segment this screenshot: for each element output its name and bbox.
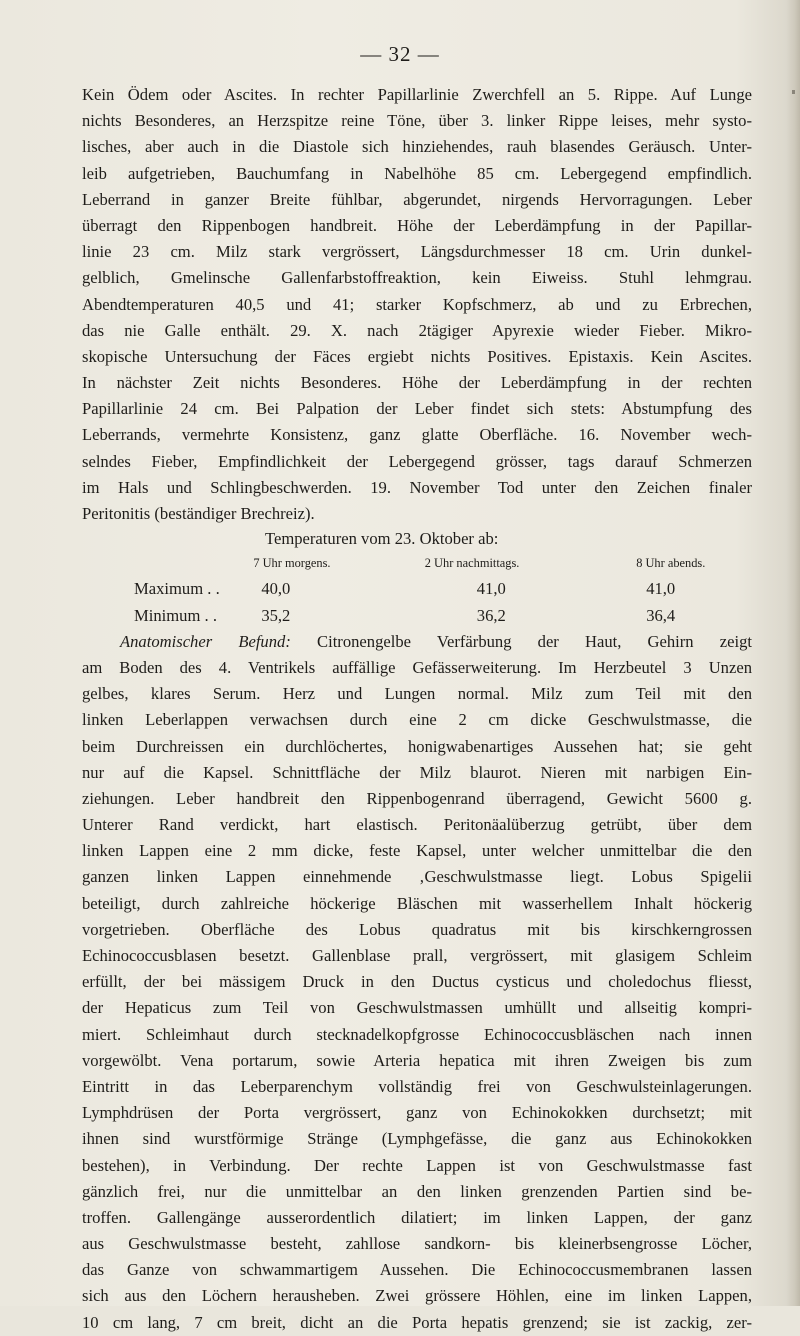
column-header-afternoon: 2 Uhr nachmittags.	[424, 556, 520, 571]
finding-line: gänzlich frei, nur die unmittelbar an den linken grenzenden Partien sind be-	[82, 1181, 752, 1201]
text-line: Leberrands, vermehrte Konsistenz, ganz glatte Oberfläche. 16. November wech-	[82, 425, 752, 445]
finding-line: nur auf die Kapsel. Schnittfläche der Milz blaurot. Nieren mit narbigen Ein-	[82, 762, 752, 782]
text-line: skopische Untersuchung der Fäces ergiebt nichts Positives. Epistaxis. Kein Ascites.	[82, 346, 752, 366]
finding-line: Unterer Rand verdickt, hart elastisch. Peritonäalüberzug getrübt, über dem	[82, 815, 752, 835]
row-label-minimum: Minimum . .	[134, 605, 217, 625]
finding-line: vorgetrieben. Oberfläche des Lobus quadratus mit bis kirschkerngrossen	[82, 919, 752, 939]
text-line: In nächster Zeit nichts Besonderes. Höhe der Leberdämpfung in der rechten	[82, 373, 752, 393]
value-min-afternoon: 36,2	[476, 605, 506, 625]
text-line: das nie Galle enthält. 29. X. nach 2tägiger Apyrexie wieder Fieber. Mikro-	[82, 320, 752, 340]
margin-mark	[792, 90, 795, 94]
text-line: nichts Besonderes, an Herzspitze reine Töne, über 3. linker Rippe leises, mehr systo-	[82, 111, 752, 131]
text-line: gelblich, Gmelinsche Gallenfarbstoffreaktion, kein Eiweiss. Stuhl lehmgrau.	[82, 268, 752, 288]
finding-line: Eintritt in das Leberparenchym vollständig frei von Geschwulsteinlagerungen.	[82, 1076, 752, 1096]
temperature-section	[82, 527, 752, 629]
value-min-evening: 36,4	[646, 605, 676, 625]
text-line: Kein Ödem oder Ascites. In rechter Papillarlinie Zwerchfell an 5. Rippe. Auf Lunge	[82, 85, 752, 104]
text-line: im Hals und Schlingbeschwerden. 19. November Tod unter den Zeichen finaler	[82, 477, 752, 497]
column-header-morning: 7 Uhr morgens.	[253, 556, 331, 571]
finding-line: aus Geschwulstmasse besteht, zahllose sandkorn- bis kleinerbsengrosse Löcher,	[82, 1234, 752, 1254]
finding-line: ziehungen. Leber handbreit den Rippenbogenrand überragend, Gewicht 5600 g.	[82, 788, 752, 808]
temperature-heading: Temperaturen vom 23. Oktober ab:	[265, 529, 499, 549]
finding-line: miert. Schleimhaut durch stecknadelkopfgrosse Echinococcusbläschen nach innen	[82, 1024, 752, 1044]
finding-line: der Hepaticus zum Teil von Geschwulstmassen umhüllt und allseitig kompri-	[82, 998, 752, 1018]
finding-line: beim Durchreissen ein durchlöchertes, honigwabenartiges Aussehen hat; sie geht	[82, 736, 752, 756]
page-edge-shadow	[786, 0, 800, 1306]
finding-line: beteiligt, durch zahlreiche höckerige Bläschen mit wasserhellem Inhalt höckerig	[82, 893, 752, 913]
table-corner	[134, 550, 249, 576]
finding-line: das Ganze von schwammartigem Aussehen. Die Echinococcusmembranen lassen	[82, 1260, 752, 1280]
text-line: linie 23 cm. Milz stark vergrössert, Längsdurchmesser 18 cm. Urin dunkel-	[82, 242, 752, 262]
page-number: — 32 —	[360, 42, 440, 66]
text-line: Leberrand in ganzer Breite fühlbar, abgerundet, nirgends Hervorragungen. Leber	[82, 189, 752, 209]
finding-heading: Anatomischer Befund:	[120, 631, 291, 651]
value-max-afternoon: 41,0	[476, 579, 506, 599]
text-line: Abendtemperaturen 40,5 und 41; starker Kopfschmerz, ab und zu Erbrechen,	[82, 294, 752, 314]
finding-line: erfüllt, der bei mässigem Druck in den Ductus cysticus und choledochus fliesst,	[82, 972, 752, 992]
value-min-morning: 35,2	[261, 605, 291, 625]
finding-line: vorgewölbt. Vena portarum, sowie Arteria hepatica mit ihren Zweigen bis zum	[82, 1050, 752, 1070]
finding-first-line	[82, 629, 752, 655]
body-text	[82, 82, 752, 1336]
temperature-table	[134, 550, 752, 629]
finding-line: troffen. Gallengänge ausserordentlich dilatiert; im linken Lappen, der ganz	[82, 1207, 752, 1227]
row-label-maximum: Maximum . .	[134, 579, 220, 599]
finding-line: ganzen linken Lappen einnehmende ‚Geschwulstmasse liegt. Lobus Spigelii	[82, 867, 752, 887]
finding-line: gelbes, klares Serum. Herz und Lungen normal. Milz zum Teil mit den	[82, 684, 752, 704]
column-header-evening: 8 Uhr abends.	[636, 556, 706, 571]
finding-line: 10 cm lang, 7 cm breit, dicht an die Porta hepatis grenzend; sie ist zackig, zer-	[82, 1312, 752, 1332]
text-line: Peritonitis (beständiger Brechreiz).	[82, 504, 315, 523]
finding-line: bestehen), in Verbindung. Der rechte Lappen ist von Geschwulstmasse fast	[82, 1155, 752, 1175]
text-line: überragt den Rippenbogen handbreit. Höhe der Leberdämpfung in der Papillar-	[82, 215, 752, 235]
value-max-morning: 40,0	[261, 579, 291, 599]
finding-line: Echinococcusblasen besetzt. Gallenblase prall, vergrössert, mit glasigem Schleim	[82, 946, 752, 966]
finding-line: sich aus den Löchern herausheben. Zwei grössere Höhlen, eine im linken Lappen,	[82, 1286, 752, 1306]
text-line: lisches, aber auch in die Diastole sich hinziehendes, rauh blasendes Geräusch. Unter-	[82, 137, 752, 157]
finding-line: am Boden des 4. Ventrikels auffällige Gefässerweiterung. Im Herzbeutel 3 Unzen	[82, 657, 752, 677]
value-max-evening: 41,0	[646, 579, 676, 599]
text-line: Papillarlinie 24 cm. Bei Palpation der Leber findet sich stets: Abstumpfung des	[82, 399, 752, 419]
table-row-minimum	[134, 603, 752, 629]
finding-line: linken Leberlappen verwachsen durch eine 2 cm dicke Geschwulstmasse, die	[82, 710, 752, 730]
finding-line: Lymphdrüsen der Porta vergrössert, ganz von Echinokokken durchsetzt; mit	[82, 1103, 752, 1123]
text-line: leib aufgetrieben, Bauchumfang in Nabelhöhe 85 cm. Lebergegend empfindlich.	[82, 163, 752, 183]
temperature-header-row	[134, 550, 752, 576]
table-row-maximum	[134, 576, 752, 602]
finding-line: linken Lappen eine 2 mm dicke, feste Kapsel, unter welcher unmittelbar die den	[82, 841, 752, 861]
finding-first-rest: Citronengelbe Verfärbung der Haut, Gehirn zeigt	[317, 631, 752, 651]
finding-line: ihnen sind wurstförmige Stränge (Lymphgefässe, die ganz aus Echinokokken	[82, 1129, 752, 1149]
text-line: selndes Fieber, Empfindlichkeit der Lebergegend grösser, tags darauf Schmerzen	[82, 451, 752, 471]
